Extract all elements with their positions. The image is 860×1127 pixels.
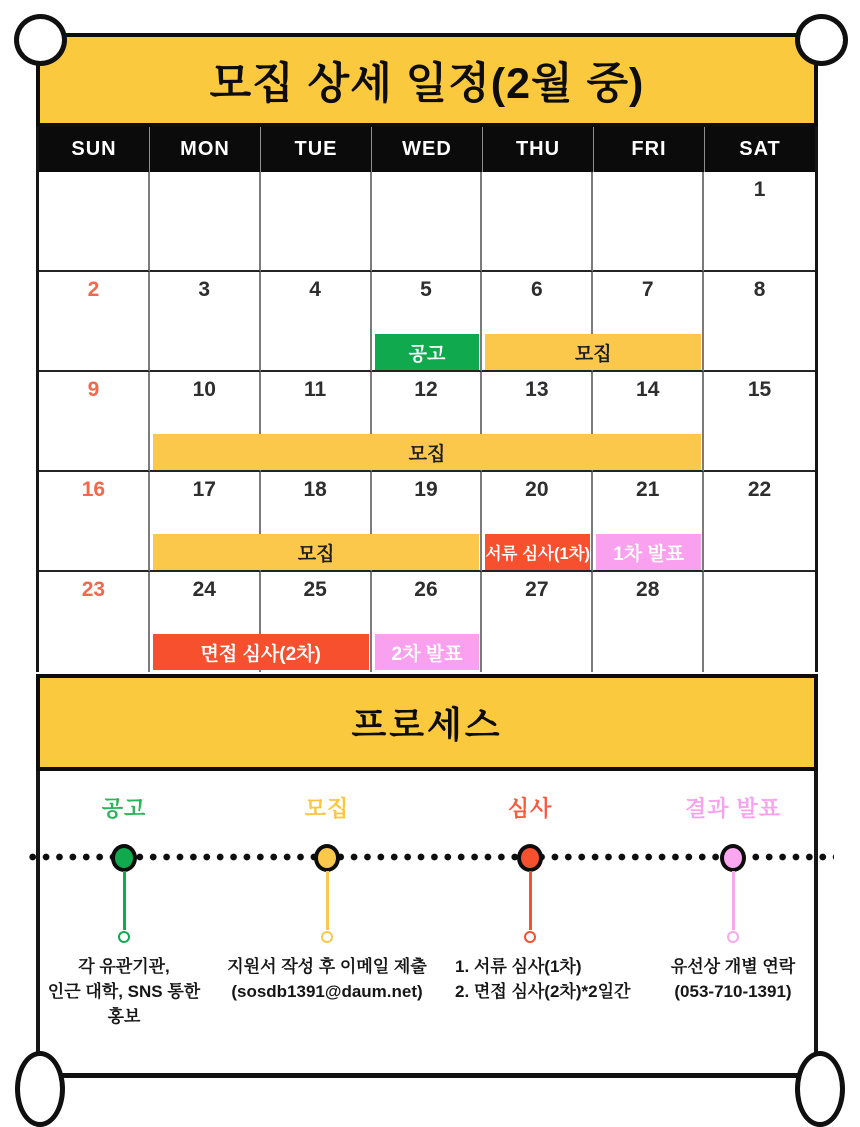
milestone-description — [628, 954, 838, 1004]
calendar-day-cell — [39, 572, 150, 672]
day-number: 10 — [192, 378, 216, 401]
day-number: 17 — [192, 478, 216, 501]
timeline-dot-icon — [314, 844, 340, 872]
calendar-day-cell — [261, 172, 372, 272]
calendar-day-cell — [482, 172, 593, 272]
day-number: 14 — [636, 378, 660, 401]
day-number: 8 — [753, 278, 766, 301]
corner-ring-bottom-left-icon — [15, 1051, 65, 1127]
milestone-description-line: 1. 서류 심사(1차) — [455, 957, 582, 976]
milestone-description-line: 2. 면접 심사(2차)*2일간 — [455, 982, 631, 1001]
milestone-stem-ring-icon — [118, 931, 130, 943]
day-number: 19 — [414, 478, 438, 501]
milestone-1 — [19, 792, 229, 1058]
weekday-label-sat: SAT — [704, 127, 815, 172]
day-number: 15 — [747, 378, 772, 401]
calendar-grid — [39, 172, 815, 672]
bottom-border — [38, 1073, 818, 1078]
milestone-description-line: (053-710-1391) — [674, 982, 792, 1001]
day-number: 16 — [81, 478, 106, 501]
corner-ring-bottom-right-icon — [795, 1051, 845, 1127]
calendar-day-cell — [39, 372, 150, 472]
milestone-description-line: 유선상 개별 연락 — [670, 957, 796, 976]
weekday-label-tue: TUE — [260, 127, 371, 172]
calendar-day-cell — [593, 572, 704, 672]
milestone-stem-ring-icon — [321, 931, 333, 943]
calendar-day-cell — [704, 372, 815, 472]
timeline-dot-icon — [517, 844, 543, 872]
milestone-stem — [732, 871, 735, 930]
corner-ring-top-left-icon — [14, 14, 67, 66]
milestone-description-line: 각 유관기관, — [78, 957, 170, 976]
process-title: 프로세스 — [351, 704, 503, 745]
milestone-description — [222, 954, 432, 1004]
event-bar-yellow: 모집 — [153, 434, 701, 470]
milestone-description — [19, 954, 229, 1029]
day-number: 28 — [636, 578, 660, 601]
day-number: 13 — [525, 378, 549, 401]
milestone-description-line: 홍보 — [107, 1007, 141, 1026]
process-title-banner — [36, 674, 818, 771]
weekday-header-row — [39, 127, 815, 172]
milestone-label: 결과 발표 — [684, 796, 782, 821]
calendar-day-cell — [39, 472, 150, 572]
day-number: 24 — [192, 578, 216, 601]
weekday-label-fri: FRI — [593, 127, 704, 172]
day-number: 18 — [303, 478, 327, 501]
poster-title-banner — [36, 33, 818, 127]
milestone-3 — [425, 792, 635, 1058]
timeline-dot-icon — [720, 844, 746, 872]
day-number: 5 — [420, 278, 432, 301]
day-number: 7 — [641, 278, 654, 301]
event-bar-pink: 1차 발표 — [596, 534, 701, 570]
weekday-label-thu: THU — [482, 127, 593, 172]
calendar-day-cell — [39, 172, 150, 272]
milestone-2 — [222, 792, 432, 1058]
event-bar-pink: 2차 발표 — [375, 634, 480, 670]
milestone-stem — [529, 871, 532, 930]
milestone-label: 모집 — [304, 796, 350, 821]
calendar-day-cell — [704, 572, 815, 672]
event-bar-red: 서류 심사(1차) — [485, 534, 590, 570]
corner-ring-top-right-icon — [795, 14, 848, 66]
day-number: 12 — [414, 378, 438, 401]
milestone-label: 심사 — [507, 796, 553, 821]
event-bar-green: 공고 — [375, 334, 480, 370]
milestone-description-line: (sosdb1391@daum.net) — [231, 982, 423, 1001]
day-number: 23 — [81, 578, 106, 601]
event-bar-yellow: 모집 — [485, 334, 701, 370]
weekday-label-mon: MON — [149, 127, 260, 172]
day-number: 26 — [414, 578, 438, 601]
milestone-stem-ring-icon — [524, 931, 536, 943]
poster-title: 모집 상세 일정(2월 중) — [209, 59, 645, 108]
calendar-day-cell — [704, 472, 815, 572]
day-number: 9 — [87, 378, 100, 401]
milestone-description-line: 인근 대학, SNS 통한 — [47, 982, 201, 1001]
weekday-label-sun: SUN — [71, 138, 117, 160]
milestone-4 — [628, 792, 838, 1058]
calendar-day-cell — [372, 172, 483, 272]
day-number: 6 — [531, 278, 543, 301]
calendar — [36, 127, 818, 672]
milestone-label: 공고 — [101, 796, 147, 821]
event-bar-red: 면접 심사(2차) — [153, 634, 369, 670]
milestone-stem — [123, 871, 126, 930]
calendar-day-cell — [39, 272, 150, 372]
event-bar-yellow: 모집 — [153, 534, 480, 570]
calendar-day-cell — [704, 172, 815, 272]
day-number: 3 — [198, 278, 211, 301]
day-number: 1 — [753, 178, 766, 201]
day-number: 20 — [525, 478, 549, 501]
calendar-day-cell — [482, 572, 593, 672]
milestone-stem — [326, 871, 329, 930]
milestone-description-line: 지원서 작성 후 이메일 제출 — [227, 957, 427, 976]
calendar-day-cell — [593, 172, 704, 272]
weekday-label-wed: WED — [371, 127, 482, 172]
milestone-stem-ring-icon — [727, 931, 739, 943]
day-number: 11 — [304, 378, 327, 401]
day-number: 4 — [309, 278, 321, 301]
day-number: 25 — [303, 578, 327, 601]
day-number: 21 — [636, 478, 660, 501]
calendar-day-cell — [150, 172, 261, 272]
milestone-description — [425, 954, 635, 1004]
calendar-day-cell — [150, 272, 261, 372]
calendar-day-cell — [704, 272, 815, 372]
day-number: 27 — [525, 578, 549, 601]
timeline-dot-icon — [111, 844, 137, 872]
day-number: 22 — [747, 478, 772, 501]
calendar-day-cell — [261, 272, 372, 372]
day-number: 2 — [87, 278, 100, 301]
